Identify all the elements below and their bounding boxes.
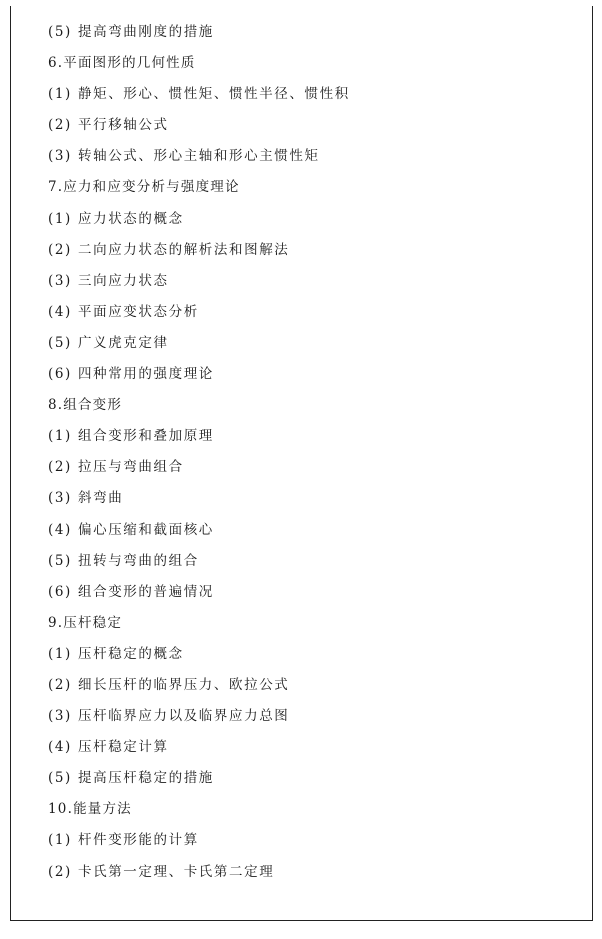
section-title: 10.能量方法 xyxy=(48,801,132,818)
outline-subitem xyxy=(48,551,578,582)
item-text: 提高弯曲刚度的措施 xyxy=(78,24,214,40)
section-title: 9.压杆稳定 xyxy=(48,614,123,631)
item-text: 杆件变形能的计算 xyxy=(78,832,199,849)
item-number: (2) xyxy=(48,459,72,476)
item-text: 压杆临界应力以及临界应力总图 xyxy=(78,708,290,725)
section-heading xyxy=(48,395,578,426)
outline-subitem xyxy=(48,457,578,488)
item-text: 平面应变状态分析 xyxy=(78,303,199,320)
outline-subitem xyxy=(48,706,578,737)
outline-subitem xyxy=(48,488,578,519)
item-text: 应力状态的概念 xyxy=(78,210,184,227)
section-heading xyxy=(48,177,578,208)
section-heading xyxy=(48,799,578,830)
item-text: 压杆稳定计算 xyxy=(78,739,169,756)
item-number: (5) xyxy=(48,334,72,351)
outline-subitem xyxy=(48,737,578,768)
item-number: (5) xyxy=(48,770,72,787)
item-text: 卡氏第一定理、卡氏第二定理 xyxy=(78,863,275,880)
item-number: (6) xyxy=(48,366,72,383)
outline-subitem xyxy=(48,240,578,271)
outline-subitem xyxy=(48,675,578,706)
item-number: (1) xyxy=(48,428,72,445)
item-text: 广义虎克定律 xyxy=(78,334,169,351)
item-text: 细长压杆的临界压力、欧拉公式 xyxy=(78,676,290,693)
item-number: (3) xyxy=(48,708,72,725)
outline-list xyxy=(48,22,578,893)
item-text: 拉压与弯曲组合 xyxy=(78,459,184,476)
item-number: (3) xyxy=(48,148,72,165)
item-number: (1) xyxy=(48,210,72,227)
item-number: (2) xyxy=(48,676,72,693)
item-number: (1) xyxy=(48,832,72,849)
item-number: (2) xyxy=(48,117,72,134)
item-text: 三向应力状态 xyxy=(78,272,169,289)
item-number: (4) xyxy=(48,521,72,538)
section-heading xyxy=(48,613,578,644)
item-text: 组合变形和叠加原理 xyxy=(78,428,214,445)
item-text: 二向应力状态的解析法和图解法 xyxy=(78,241,290,258)
outline-subitem xyxy=(48,146,578,177)
item-text: 转轴公式、形心主轴和形心主惯性矩 xyxy=(78,148,320,165)
outline-subitem xyxy=(48,84,578,115)
outline-subitem xyxy=(48,768,578,799)
item-number: (2) xyxy=(48,241,72,258)
outline-subitem xyxy=(48,115,578,146)
outline-subitem xyxy=(48,209,578,240)
outline-subitem xyxy=(48,644,578,675)
item-number: (4) xyxy=(48,303,72,320)
outline-subitem xyxy=(48,862,578,893)
item-number: (1) xyxy=(48,86,72,103)
section-title: 7.应力和应变分析与强度理论 xyxy=(48,179,240,196)
outline-subitem xyxy=(48,302,578,333)
item-text: 提高压杆稳定的措施 xyxy=(78,770,214,787)
outline-subitem xyxy=(48,333,578,364)
item-text: 偏心压缩和截面核心 xyxy=(78,521,214,538)
item-text: 组合变形的普遍情况 xyxy=(78,583,214,600)
section-title: 6.平面图形的几何性质 xyxy=(48,55,196,72)
outline-subitem xyxy=(48,364,578,395)
outline-subitem xyxy=(48,271,578,302)
outline-subitem xyxy=(48,830,578,861)
item-number: (3) xyxy=(48,490,72,507)
item-text: 四种常用的强度理论 xyxy=(78,366,214,383)
section-title: 8.组合变形 xyxy=(48,397,123,414)
item-text: 斜弯曲 xyxy=(78,490,124,507)
item-text: 静矩、形心、惯性矩、惯性半径、惯性积 xyxy=(78,86,350,103)
outline-subitem xyxy=(48,22,578,53)
item-number: (3) xyxy=(48,272,72,289)
outline-subitem xyxy=(48,582,578,613)
item-number: (1) xyxy=(48,645,72,662)
item-number: (5) xyxy=(48,552,72,569)
item-number: (2) xyxy=(48,863,72,880)
item-text: 扭转与弯曲的组合 xyxy=(78,552,199,569)
outline-subitem xyxy=(48,426,578,457)
section-heading xyxy=(48,53,578,84)
item-text: 压杆稳定的概念 xyxy=(78,645,184,662)
item-text: 平行移轴公式 xyxy=(78,117,169,134)
outline-subitem xyxy=(48,520,578,551)
item-number: (5) xyxy=(48,24,72,40)
item-number: (6) xyxy=(48,583,72,600)
item-number: (4) xyxy=(48,739,72,756)
